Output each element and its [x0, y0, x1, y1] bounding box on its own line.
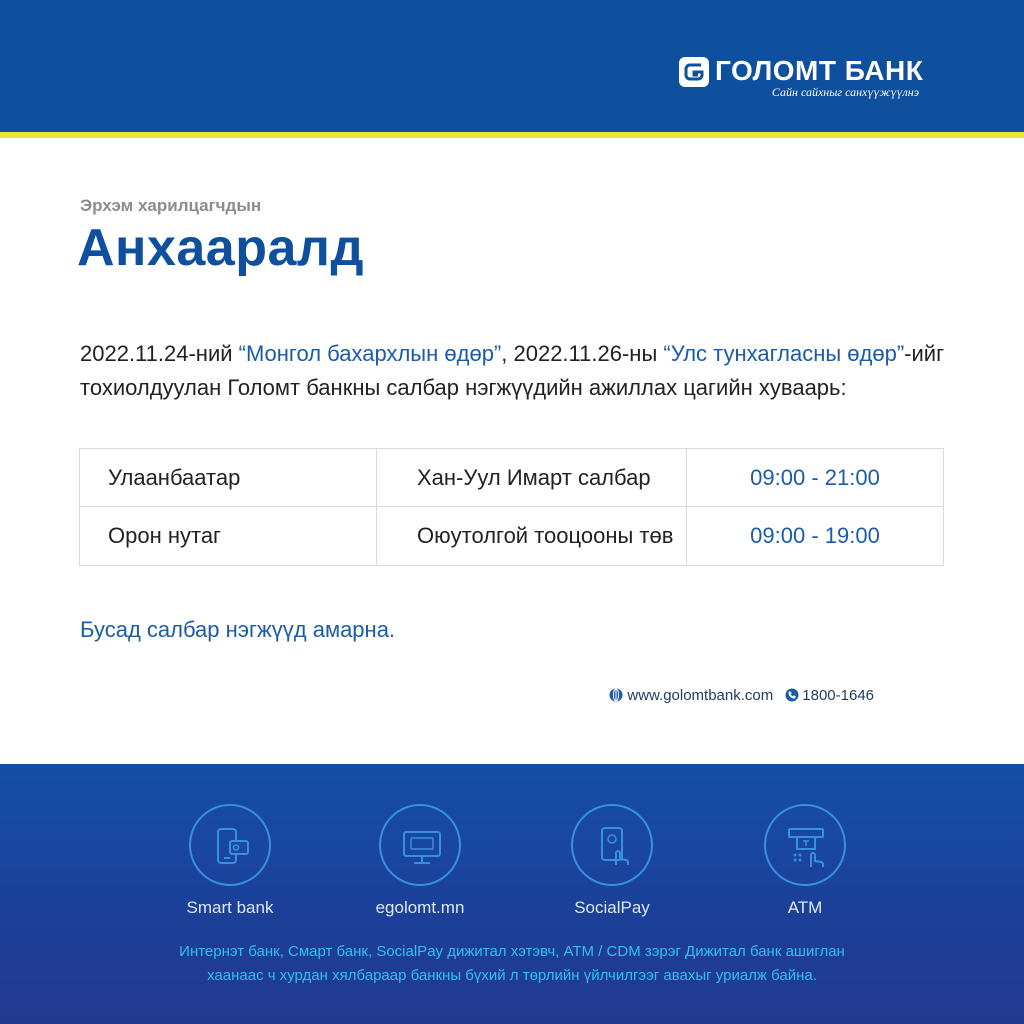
monitor-icon — [400, 825, 444, 869]
region-cell: Орон нутаг — [80, 507, 377, 565]
tap-phone-icon — [592, 825, 636, 869]
service-smart-bank[interactable] — [170, 804, 290, 918]
notice-text — [80, 337, 960, 405]
holiday-1: “Монгол бахархлын өдөр” — [238, 341, 502, 366]
notice-line-2: тохиолдуулан Голомт банкны салбар нэгжүүдийн ажиллах цагийн хуваарь: — [80, 375, 847, 400]
service-label: egolomt.mn — [375, 898, 465, 917]
footer-message-line-2: хаанаас ч хурдан хялбараар банкны бүхий л төрлийн үйлчилгээг авахыг уриалж байна. — [207, 967, 817, 984]
service-circle — [571, 804, 653, 886]
header-stripe — [0, 132, 1024, 138]
service-label: ATM — [787, 898, 823, 917]
hours-cell: 09:00 - 21:00 — [750, 465, 880, 490]
closed-note: Бусад салбар нэгжүүд амарна. — [80, 617, 396, 642]
branch-cell: Оюутолгой тооцооны төв — [377, 507, 687, 565]
footer-message — [0, 940, 1024, 988]
atm-icon — [785, 825, 829, 869]
subtitle: Эрхэм харилцагчдын — [80, 196, 262, 215]
header-banner — [0, 0, 1024, 132]
footer-banner — [0, 764, 1024, 1024]
service-atm[interactable] — [745, 804, 865, 918]
service-circle — [764, 804, 846, 886]
page-title: Анхааралд — [77, 219, 364, 277]
hours-cell: 09:00 - 19:00 — [750, 523, 880, 548]
service-egolomt[interactable] — [360, 804, 480, 918]
notice-line-1 — [80, 337, 960, 371]
bank-logo — [679, 55, 924, 100]
holiday-2: “Улс тунхагласны өдөр” — [663, 341, 905, 366]
service-circle — [379, 804, 461, 886]
notice-part-2: , 2022.11.26-ны — [501, 341, 664, 366]
table-row — [80, 449, 943, 507]
notice-part-3: -ийг — [904, 341, 945, 366]
phone-link[interactable]: 1800-1646 — [802, 686, 874, 704]
footer-message-line-1: Интернэт банк, Смарт банк, SocialPay дижитал хэтэвч, ATM / CDM зэрэг Дижитал банк ашиглан — [179, 943, 845, 960]
golomt-logo-icon — [679, 57, 709, 87]
bank-slogan: Сайн сайхныг санхүүжүүлнэ — [771, 85, 919, 99]
schedule-table — [79, 448, 944, 566]
notice-part-1: 2022.11.24-ний — [80, 341, 239, 366]
phone-icon — [785, 688, 799, 702]
branch-cell: Хан-Уул Имарт салбар — [377, 449, 687, 507]
service-socialpay[interactable] — [552, 804, 672, 918]
service-circle — [189, 804, 271, 886]
table-row — [80, 507, 943, 565]
website-link[interactable]: www.golomtbank.com — [627, 686, 774, 704]
bank-name: ГОЛОМТ БАНК — [715, 55, 924, 86]
region-cell: Улаанбаатар — [80, 449, 377, 507]
smartphone-icon — [210, 825, 254, 869]
globe-icon — [609, 688, 623, 702]
contact-info — [609, 685, 874, 705]
service-label: SocialPay — [574, 898, 650, 917]
service-label: Smart bank — [186, 898, 274, 917]
